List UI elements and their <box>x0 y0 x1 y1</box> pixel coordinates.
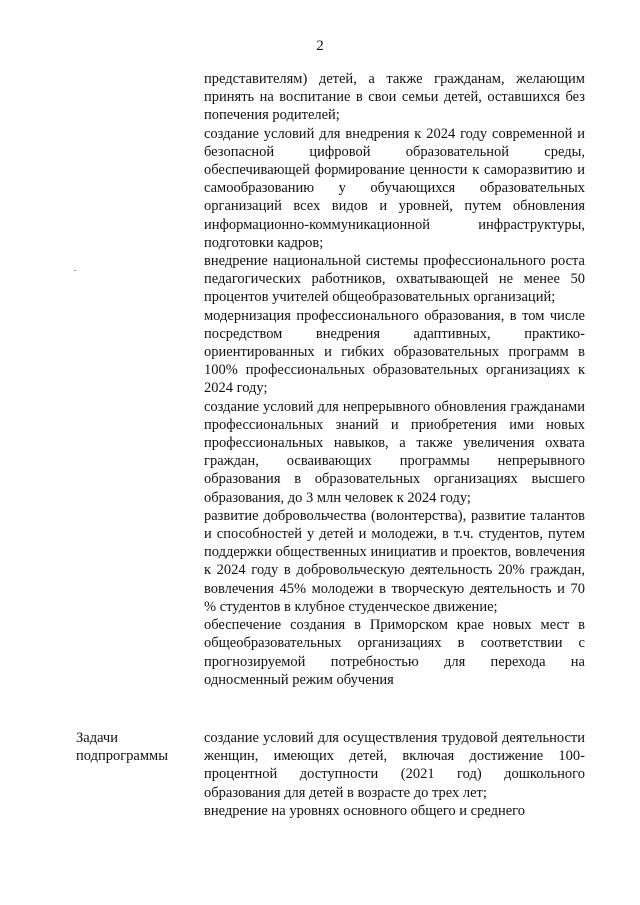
tasks-paragraph: создание условий для осуществления трудовой деятельности женщин, имеющих детей, включая достижение 100-процентной доступности (2021 год) дошкольного образования для детей в возрасте до трех лет; <box>204 730 585 801</box>
goals-section <box>204 70 585 689</box>
tasks-label-line: подпрограммы <box>76 748 168 765</box>
tasks-label-line: Задачи <box>76 730 118 746</box>
page-number: 2 <box>316 38 324 54</box>
goals-paragraph: развитие добровольчества (волонтерства), развитие талантов и способностей у детей и молодежи, в т.ч. студентов, путем поддержки общественных инициатив и проектов, вовлечения к 2024 году в добровольческую деятельность 20% граждан, вовлечения 45% молодежи в творческую деятельность и 70 % студентов в клубное студенческое движение; <box>204 507 585 615</box>
scan-mark <box>74 270 76 271</box>
goals-paragraph: модернизация профессионального образования, в том числе посредством внедрения адаптивных, практико-ориентированных и гибких образовательных программ в 100% профессиональных образовательных организациях к 2024 году; <box>204 307 585 397</box>
goals-paragraph: создание условий для внедрения к 2024 году современной и безопасной цифровой образовательной среды, обеспечивающей формирование ценности к саморазвитию и самообразованию у обучающихся образовательных организаций всех видов и уровней, путем обновления информационно-коммуникационной инфраструктуры, подготовки кадров; <box>204 125 585 251</box>
goals-paragraph: представителям) детей, а также гражданам, желающим принять на воспитание в свои семьи детей, оставшихся без попечения родителей; <box>204 71 585 124</box>
goals-paragraph: создание условий для непрерывного обновления гражданами профессиональных знаний и приобретения ими новых профессиональных навыков, а также увеличения охвата граждан, осваивающих программы непрерывного образования в образовательных организациях высшего образования, до 3 млн человек к 2024 году; <box>204 398 585 506</box>
tasks-section <box>204 729 585 820</box>
goals-paragraph: внедрение национальной системы профессионального роста педагогических работников, охватывающей не менее 50 процентов учителей общеобразовательных организаций; <box>204 253 585 306</box>
tasks-label <box>76 729 186 765</box>
tasks-paragraph: внедрение на уровнях основного общего и среднего <box>204 802 526 819</box>
goals-paragraph: обеспечение создания в Приморском крае новых мест в общеобразовательных организациях в соответствии с прогнозируемой потребностью для перехода на односменный режим обучения <box>204 617 585 688</box>
